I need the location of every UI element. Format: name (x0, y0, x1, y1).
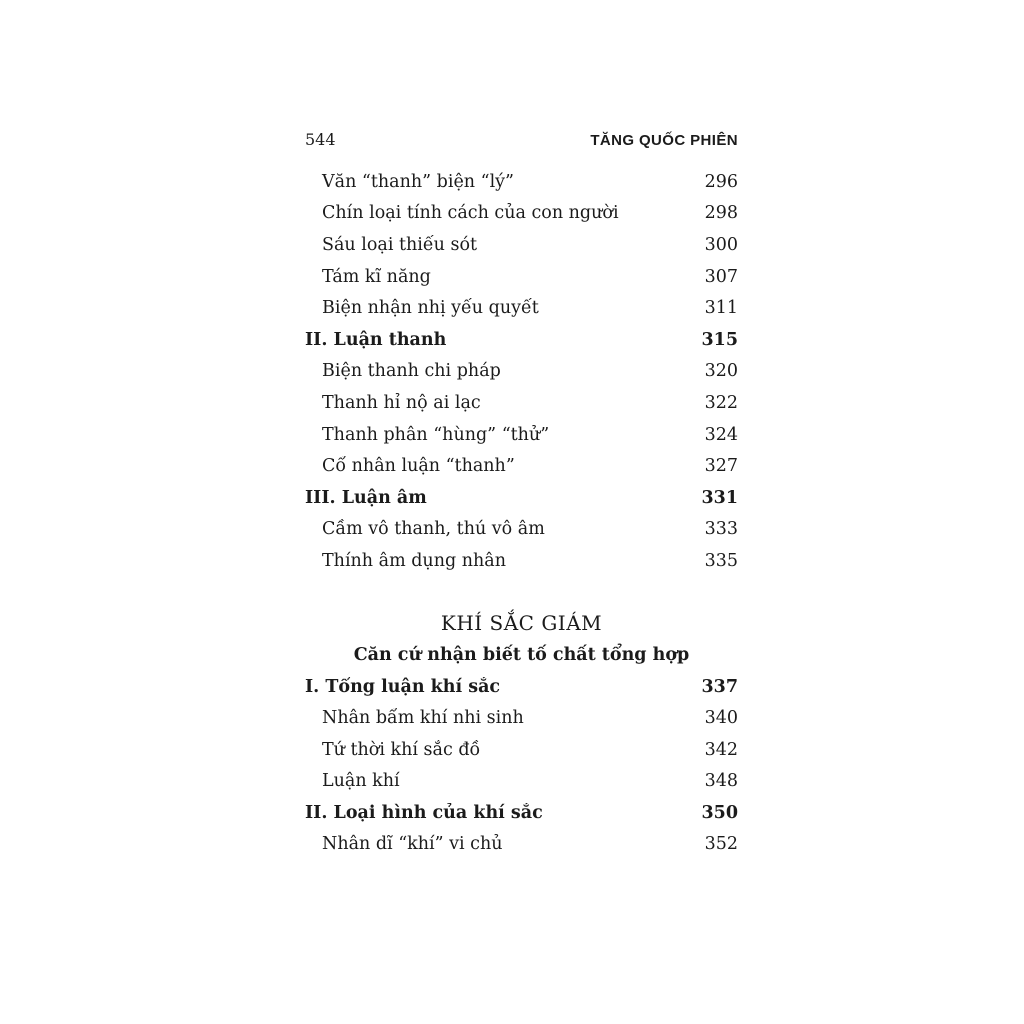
toc-entry-page: 296 (704, 171, 738, 192)
toc-row (305, 766, 738, 798)
toc-row (305, 229, 738, 261)
toc-entry-label: Cầm vô thanh, thú vô âm (322, 519, 545, 540)
toc-row (305, 261, 738, 293)
toc-row-section (305, 797, 738, 829)
toc-entry-label: Thanh phân “hùng” “thử” (322, 424, 550, 445)
toc-entry-page: 300 (704, 234, 738, 255)
toc-row (305, 734, 738, 766)
section-subtitle: Căn cứ nhận biết tố chất tổng hợp (353, 644, 690, 665)
toc-entry-page: 342 (704, 739, 738, 760)
toc-row (305, 166, 738, 198)
toc-entry-label: Thính âm dụng nhân (322, 550, 506, 571)
toc-entry-label: Nhân bẩm khí nhi sinh (322, 708, 524, 729)
toc-entry-page: 320 (704, 361, 738, 382)
toc-entry-label: Luận khí (322, 771, 400, 792)
toc-row-section (305, 324, 738, 356)
toc-entry-label: I. Tổng luận khí sắc (305, 676, 501, 697)
toc-row (305, 387, 738, 419)
toc-entry-page: 322 (704, 392, 738, 413)
toc-entry-label: Văn “thanh” biện “lý” (322, 171, 515, 192)
toc-entry-page: 331 (701, 487, 738, 508)
toc-entry-page: 298 (704, 203, 738, 224)
toc-entry-label: Biện nhận nhị yếu quyết (322, 298, 539, 319)
toc-entry-label: Biện thanh chi pháp (322, 361, 501, 382)
toc-row (305, 198, 738, 230)
toc-entry-page: 311 (704, 298, 738, 319)
toc-entry-label: Sáu loại thiếu sót (322, 234, 478, 255)
toc-row (305, 702, 738, 734)
toc-row-section (305, 671, 738, 703)
toc-entry-page: 315 (701, 329, 738, 350)
toc-row-section (305, 482, 738, 514)
toc-row (305, 829, 738, 861)
toc-entry-page: 337 (701, 676, 738, 697)
toc-entry-page: 307 (704, 266, 738, 287)
toc-entry-label: Cổ nhân luận “thanh” (322, 456, 515, 477)
toc-row (305, 514, 738, 546)
running-header: TĂNG QUỐC PHIÊN (590, 132, 738, 149)
toc-row (305, 292, 738, 324)
book-page (305, 130, 738, 860)
toc-list-part2 (305, 671, 738, 861)
section-heading (305, 611, 738, 667)
toc-row (305, 419, 738, 451)
toc-entry-label: III. Luận âm (305, 487, 427, 508)
toc-entry-page: 324 (704, 424, 738, 445)
toc-list-part1 (305, 166, 738, 577)
toc-entry-page: 348 (704, 771, 738, 792)
toc-entry-label: Nhân dĩ “khí” vi chủ (322, 834, 503, 855)
folio-number: 544 (305, 130, 336, 149)
toc-entry-label: II. Loại hình của khí sắc (305, 802, 543, 823)
toc-row (305, 545, 738, 577)
toc-entry-page: 335 (704, 550, 738, 571)
toc-entry-page: 352 (704, 834, 738, 855)
toc-entry-label: Chín loại tính cách của con người (322, 203, 619, 224)
toc-entry-label: Tám kĩ năng (322, 266, 431, 287)
toc-entry-page: 327 (704, 456, 738, 477)
toc-entry-page: 350 (701, 802, 738, 823)
toc-entry-label: Tứ thời khí sắc đồ (322, 739, 481, 760)
toc-entry-label: II. Luận thanh (305, 329, 447, 350)
toc-row (305, 450, 738, 482)
toc-entry-label: Thanh hỉ nộ ai lạc (322, 392, 481, 413)
toc-entry-page: 340 (704, 708, 738, 729)
section-title: KHÍ SẮC GIÁM (440, 610, 603, 635)
toc-entry-page: 333 (704, 519, 738, 540)
page-header (305, 130, 738, 150)
toc-row (305, 356, 738, 388)
